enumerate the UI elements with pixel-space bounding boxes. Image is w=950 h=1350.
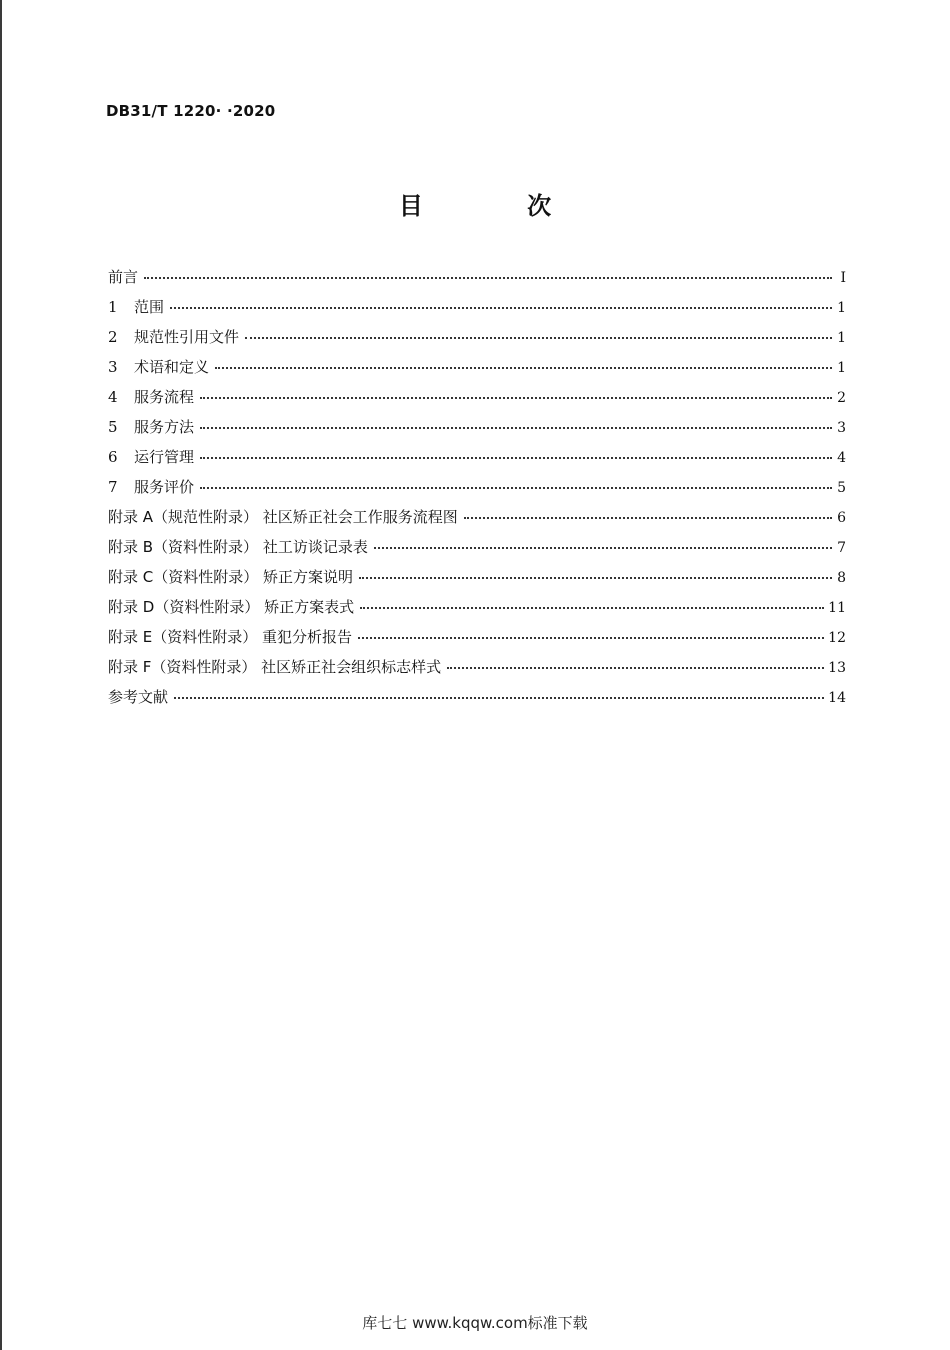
toc-entry-number: 2 xyxy=(108,328,118,346)
toc-page-number: 14 xyxy=(828,690,846,706)
toc-leader-dots xyxy=(174,697,824,699)
toc-page-number: 12 xyxy=(828,630,846,646)
toc-leader-dots xyxy=(358,637,824,639)
toc-entry-label: 附录 C（资料性附录） 矫正方案说明 xyxy=(108,568,354,586)
document-code: DB31/T 1220· ·2020 xyxy=(106,102,276,120)
toc-entry[interactable] xyxy=(108,506,846,536)
toc-entry[interactable] xyxy=(108,266,846,296)
toc-leader-dots xyxy=(447,667,824,669)
toc-entry-number: 7 xyxy=(108,478,118,496)
toc-entry-label: 参考文献 xyxy=(108,688,169,706)
toc-entry-number: 3 xyxy=(108,358,118,376)
toc-page-number: I xyxy=(840,270,846,286)
toc-entry-label: 服务流程 xyxy=(134,388,195,406)
toc-page-number: 1 xyxy=(837,330,846,346)
toc-leader-dots xyxy=(215,367,832,369)
toc-entry-label: 前言 xyxy=(108,268,139,286)
toc-leader-dots xyxy=(144,277,832,279)
toc-entry-label: 附录 E（资料性附录） 重犯分析报告 xyxy=(108,628,353,646)
toc-entry-label: 附录 D（资料性附录） 矫正方案表式 xyxy=(108,598,355,616)
watermark-footer: 库七七 www.kqqw.com标准下载 xyxy=(362,1314,588,1332)
toc-page-number: 8 xyxy=(837,570,846,586)
toc-leader-dots xyxy=(200,457,832,459)
toc-entry[interactable] xyxy=(108,686,846,716)
toc-entry-label: 附录 A（规范性附录） 社区矫正社会工作服务流程图 xyxy=(108,508,458,526)
toc-entry-label: 附录 B（资料性附录） 社工访谈记录表 xyxy=(108,538,368,556)
toc-page-number: 1 xyxy=(837,300,846,316)
toc-entry-label: 服务评价 xyxy=(134,478,195,496)
toc-entry-number: 4 xyxy=(108,388,118,406)
toc-entry-label: 范围 xyxy=(134,298,165,316)
toc-entry-label: 附录 F（资料性附录） 社区矫正社会组织标志样式 xyxy=(108,658,442,676)
toc-entry[interactable] xyxy=(108,626,846,656)
toc-leader-dots xyxy=(360,607,824,609)
toc-entry[interactable] xyxy=(108,566,846,596)
toc-leader-dots xyxy=(359,577,832,579)
toc-page-number: 5 xyxy=(837,480,846,496)
toc-page-number: 11 xyxy=(828,600,846,616)
toc-leader-dots xyxy=(245,337,832,339)
toc-page-number: 13 xyxy=(828,660,846,676)
toc-leader-dots xyxy=(200,397,832,399)
toc-entry-label: 运行管理 xyxy=(134,448,195,466)
toc-page-number: 4 xyxy=(837,450,846,466)
toc-page-number: 1 xyxy=(837,360,846,376)
toc-entry-label: 规范性引用文件 xyxy=(134,328,240,346)
toc-entry[interactable] xyxy=(108,386,846,416)
toc-page-number: 7 xyxy=(837,540,846,556)
toc-entry[interactable] xyxy=(108,296,846,326)
toc-entry[interactable] xyxy=(108,536,846,566)
toc-entry-number: 6 xyxy=(108,448,118,466)
toc-entry-label: 术语和定义 xyxy=(134,358,210,376)
toc-entry[interactable] xyxy=(108,416,846,446)
toc-entry[interactable] xyxy=(108,446,846,476)
page-title: 目 次 xyxy=(398,192,600,220)
toc-page-number: 3 xyxy=(837,420,846,436)
toc-entry-number: 1 xyxy=(108,298,118,316)
toc-entry[interactable] xyxy=(108,476,846,506)
toc-entry-number: 5 xyxy=(108,418,118,436)
toc-leader-dots xyxy=(200,427,832,429)
toc-entry[interactable] xyxy=(108,596,846,626)
toc-entry-label: 服务方法 xyxy=(134,418,195,436)
toc-entry[interactable] xyxy=(108,656,846,686)
toc-leader-dots xyxy=(170,307,832,309)
toc-page-number: 6 xyxy=(837,510,846,526)
toc-leader-dots xyxy=(200,487,832,489)
toc-page-number: 2 xyxy=(837,390,846,406)
table-of-contents xyxy=(108,266,846,716)
toc-entry[interactable] xyxy=(108,356,846,386)
toc-entry[interactable] xyxy=(108,326,846,356)
toc-leader-dots xyxy=(464,517,832,519)
toc-leader-dots xyxy=(374,547,832,549)
